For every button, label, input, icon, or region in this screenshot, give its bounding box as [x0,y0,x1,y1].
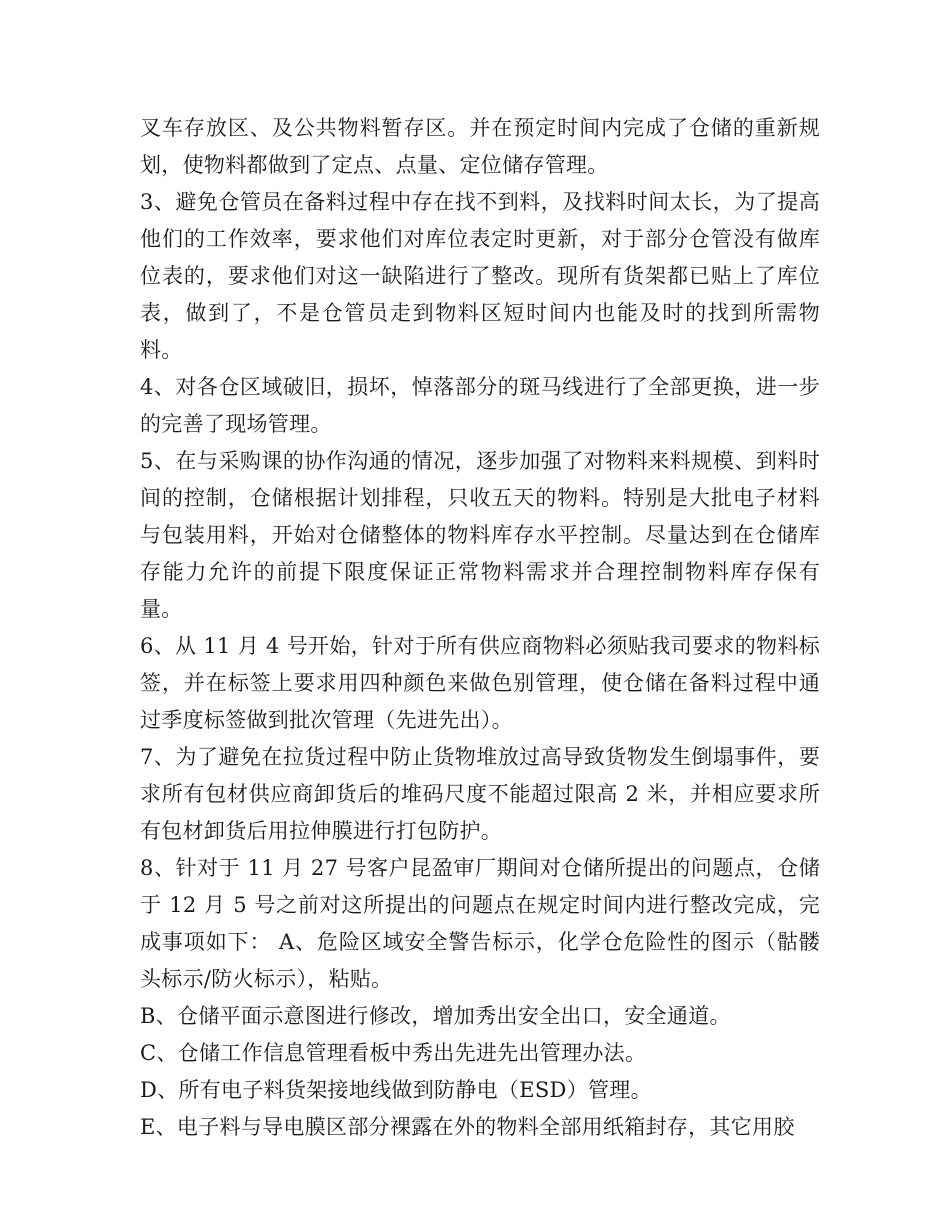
paragraph-item-6: 6、从 11 月 4 号开始，针对于所有供应商物料必须贴我司要求的物料标签，并在标签上要求用四种颜色来做色别管理，使仓储在备料过程中通过季度标签做到批次管理（先进先出）。 [140,634,820,732]
document-body [140,110,820,1146]
paragraph-item-3: 3、避免仓管员在备料过程中存在找不到料，及找料时间太长，为了提高他们的工作效率，要求他们对库位表定时更新，对于部分仓管没有做库位表的，要求他们对这一缺陷进行了整改。现所有货架都已贴上了库位表，做到了，不是仓管员走到物料区短时间内也能及时的找到所需物料。 [140,190,820,362]
paragraph-continuation: 叉车存放区、及公共物料暂存区。并在预定时间内完成了仓储的重新规划，使物料都做到了定点、点量、定位储存管理。 [140,116,820,177]
paragraph-item-c: C、仓储工作信息管理看板中秀出先进先出管理办法。 [140,1041,647,1065]
paragraph-item-d: D、所有电子料货架接地线做到防静电（ESD）管理。 [140,1078,652,1102]
paragraph-item-8: 8、针对于 11 月 27 号客户昆盈审厂期间对仓储所提出的问题点，仓储于 12 月 5 号之前对这所提出的问题点在规定时间内进行整改完成，完成事项如下： A、危险区域安全警告标示，化学仓危险性的图示（骷髅头标示/防火标示），粘贴。 [140,856,820,991]
paragraph-item-5: 5、在与采购课的协作沟通的情况，逐步加强了对物料来料规模、到料时间的控制，仓储根据计划排程，只收五天的物料。特别是大批电子材料与包装用料，开始对仓储整体的物料库存水平控制。尽量达到在仓储库存能力允许的前提下限度保证正常物料需求并合理控制物料库存保有量。 [140,449,820,621]
paragraph-item-b: B、仓储平面示意图进行修改，增加秀出安全出口，安全通道。 [140,1004,731,1028]
paragraph-item-e: E、电子料与导电膜区部分裸露在外的物料全部用纸箱封存，其它用胶 [140,1115,795,1139]
paragraph-item-4: 4、对各仓区域破旧，损坏，悼落部分的斑马线进行了全部更换，进一步的完善了现场管理。 [140,375,820,436]
paragraph-item-7: 7、为了避免在拉货过程中防止货物堆放过高导致货物发生倒塌事件，要求所有包材供应商卸货后的堆码尺度不能超过限高 2 米，并相应要求所有包材卸货后用拉伸膜进行打包防护。 [140,745,820,843]
